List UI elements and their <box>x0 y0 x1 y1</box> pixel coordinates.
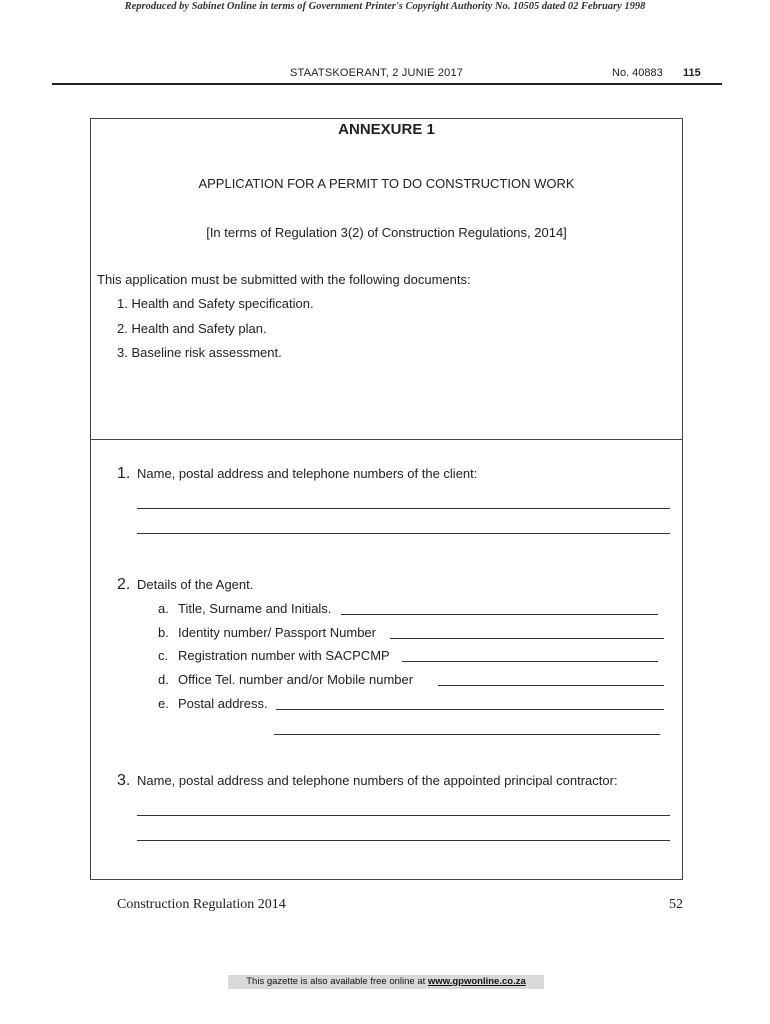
question-1-text: Name, postal address and telephone numbers of the client: <box>137 466 478 481</box>
regulation-reference: [In terms of Regulation 3(2) of Construction Regulations, 2014] <box>206 225 567 240</box>
agent-postal-field <box>158 696 268 711</box>
sub-letter: d. <box>158 672 169 687</box>
footer-page-number: 52 <box>669 897 683 912</box>
document-item: 1. Health and Safety specification. <box>117 296 314 311</box>
sub-label: Postal address. <box>178 696 268 711</box>
form-title: APPLICATION FOR A PERMIT TO DO CONSTRUCTION WORK <box>198 176 575 191</box>
agent-id-field <box>158 625 376 640</box>
question-3-text: Name, postal address and telephone numbers of the appointed principal contractor: <box>137 773 618 788</box>
footer-title: Construction Regulation 2014 <box>117 897 286 912</box>
gazette-url-link[interactable]: www.gpwonline.co.za <box>427 976 526 987</box>
agent-title-field <box>158 601 331 616</box>
answer-line[interactable] <box>137 815 670 816</box>
answer-line[interactable] <box>402 661 658 662</box>
question-2 <box>117 576 253 594</box>
answer-line[interactable] <box>137 508 670 509</box>
reproduction-notice: Reproduced by Sabinet Online in terms of Government Printer's Copyright Authority No. 10505 dated 02 February 1998 <box>124 1 646 12</box>
answer-line[interactable] <box>341 614 658 615</box>
annexure-heading: ANNEXURE 1 <box>338 121 435 138</box>
sub-letter: b. <box>158 625 169 640</box>
gazette-page: 115 <box>683 67 701 79</box>
form-divider <box>90 439 683 440</box>
sub-label: Registration number with SACPCMP <box>178 648 390 663</box>
sub-label: Identity number/ Passport Number <box>178 625 376 640</box>
question-2-number: 2. <box>117 576 131 593</box>
sub-letter: a. <box>158 601 169 616</box>
header-rule <box>52 83 722 85</box>
sub-label: Title, Surname and Initials. <box>178 601 332 616</box>
answer-line[interactable] <box>276 709 664 710</box>
answer-line[interactable] <box>438 685 664 686</box>
gazette-availability-text: This gazette is also available free online at <box>246 976 428 987</box>
question-1 <box>117 465 477 483</box>
answer-line[interactable] <box>137 840 670 841</box>
sub-letter: e. <box>158 696 169 711</box>
question-2-text: Details of the Agent. <box>137 577 254 592</box>
answer-line[interactable] <box>137 533 670 534</box>
question-3 <box>117 772 618 790</box>
question-3-number: 3. <box>117 772 131 789</box>
agent-phone-field <box>158 672 413 687</box>
gazette-title: STAATSKOERANT, 2 JUNIE 2017 <box>290 67 464 79</box>
question-1-number: 1. <box>117 465 131 482</box>
sub-label: Office Tel. number and/or Mobile number <box>178 672 414 687</box>
document-item: 2. Health and Safety plan. <box>117 321 267 336</box>
sub-letter: c. <box>158 648 169 663</box>
gazette-number: No. 40883 <box>612 67 663 79</box>
agent-registration-field <box>158 648 390 663</box>
answer-line[interactable] <box>390 638 664 639</box>
document-item: 3. Baseline risk assessment. <box>117 345 282 360</box>
answer-line[interactable] <box>274 734 660 735</box>
gazette-availability-bar <box>228 975 544 989</box>
documents-intro: This application must be submitted with the following documents: <box>97 272 471 287</box>
